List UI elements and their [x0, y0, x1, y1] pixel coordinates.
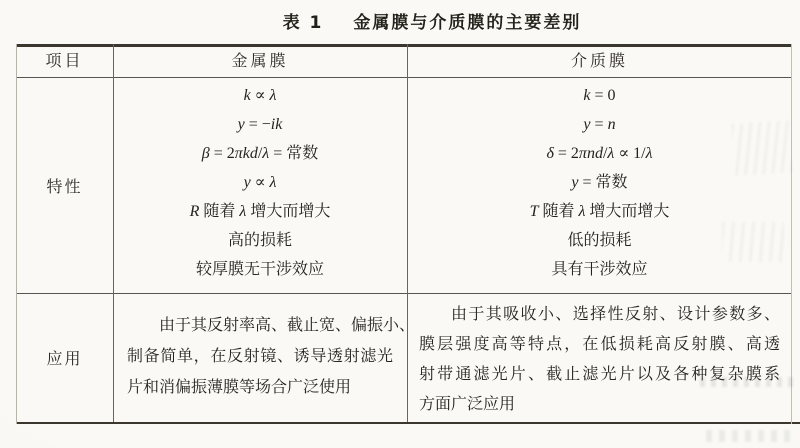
scan-bleed-through-artifact [706, 430, 796, 442]
application-metal-cell [113, 293, 416, 422]
application-text-line: 片和消偏振薄膜等场合广泛使用 [127, 379, 352, 396]
application-text-line: 方面广泛应用 [419, 396, 516, 413]
characteristic-line: y = −ik [237, 116, 283, 133]
application-text-line: 射带通滤光片、截止滤光片以及各种复杂膜系 [419, 366, 780, 383]
characteristic-line: 较厚膜无干涉效应 [195, 261, 324, 278]
table-number: 表 1 [282, 13, 324, 33]
table-bottom-border [16, 422, 800, 424]
characteristic-line: y = 常数 [571, 174, 628, 191]
characteristic-line: 低的损耗 [567, 232, 632, 249]
characteristic-line: T 随着 λ 增大而增大 [529, 203, 670, 220]
characteristic-line: β = 2πkd/λ = 常数 [201, 145, 319, 162]
characteristic-line: δ = 2πnd/λ ∝ 1/λ [546, 145, 653, 162]
characteristic-line: k = 0 [583, 87, 616, 104]
characteristics-metal-column [113, 78, 407, 293]
header-metal-film: 金属膜 [231, 53, 289, 70]
header-item: 项目 [45, 53, 84, 70]
row-label-characteristics: 特性 [46, 179, 83, 196]
characteristic-line: y ∝ λ [243, 174, 277, 191]
row-label-application: 应用 [46, 351, 83, 368]
table-caption [0, 8, 800, 33]
application-text-line: 膜层强度高等特点，在低损耗高反射膜、高透 [419, 336, 780, 353]
table-title-text: 金属膜与介质膜的主要差别 [353, 13, 582, 33]
characteristics-dielectric-column [407, 78, 792, 293]
characteristic-line: y = n [583, 116, 616, 133]
characteristic-line: R 随着 λ 增大而增大 [189, 203, 331, 220]
header-dielectric-film: 介质膜 [570, 53, 628, 70]
application-text-line: 由于其反射率高、截止宽、偏振小、 [159, 317, 416, 334]
characteristic-line: 具有干涉效应 [551, 261, 648, 278]
application-dielectric-cell [407, 293, 792, 422]
application-text-line: 由于其吸收小、选择性反射、设计参数多、 [451, 306, 780, 323]
application-text-line: 制备简单，在反射镜、诱导透射滤光 [127, 348, 393, 365]
characteristic-line: 高的损耗 [227, 232, 292, 249]
characteristic-line: k ∝ λ [243, 87, 277, 104]
